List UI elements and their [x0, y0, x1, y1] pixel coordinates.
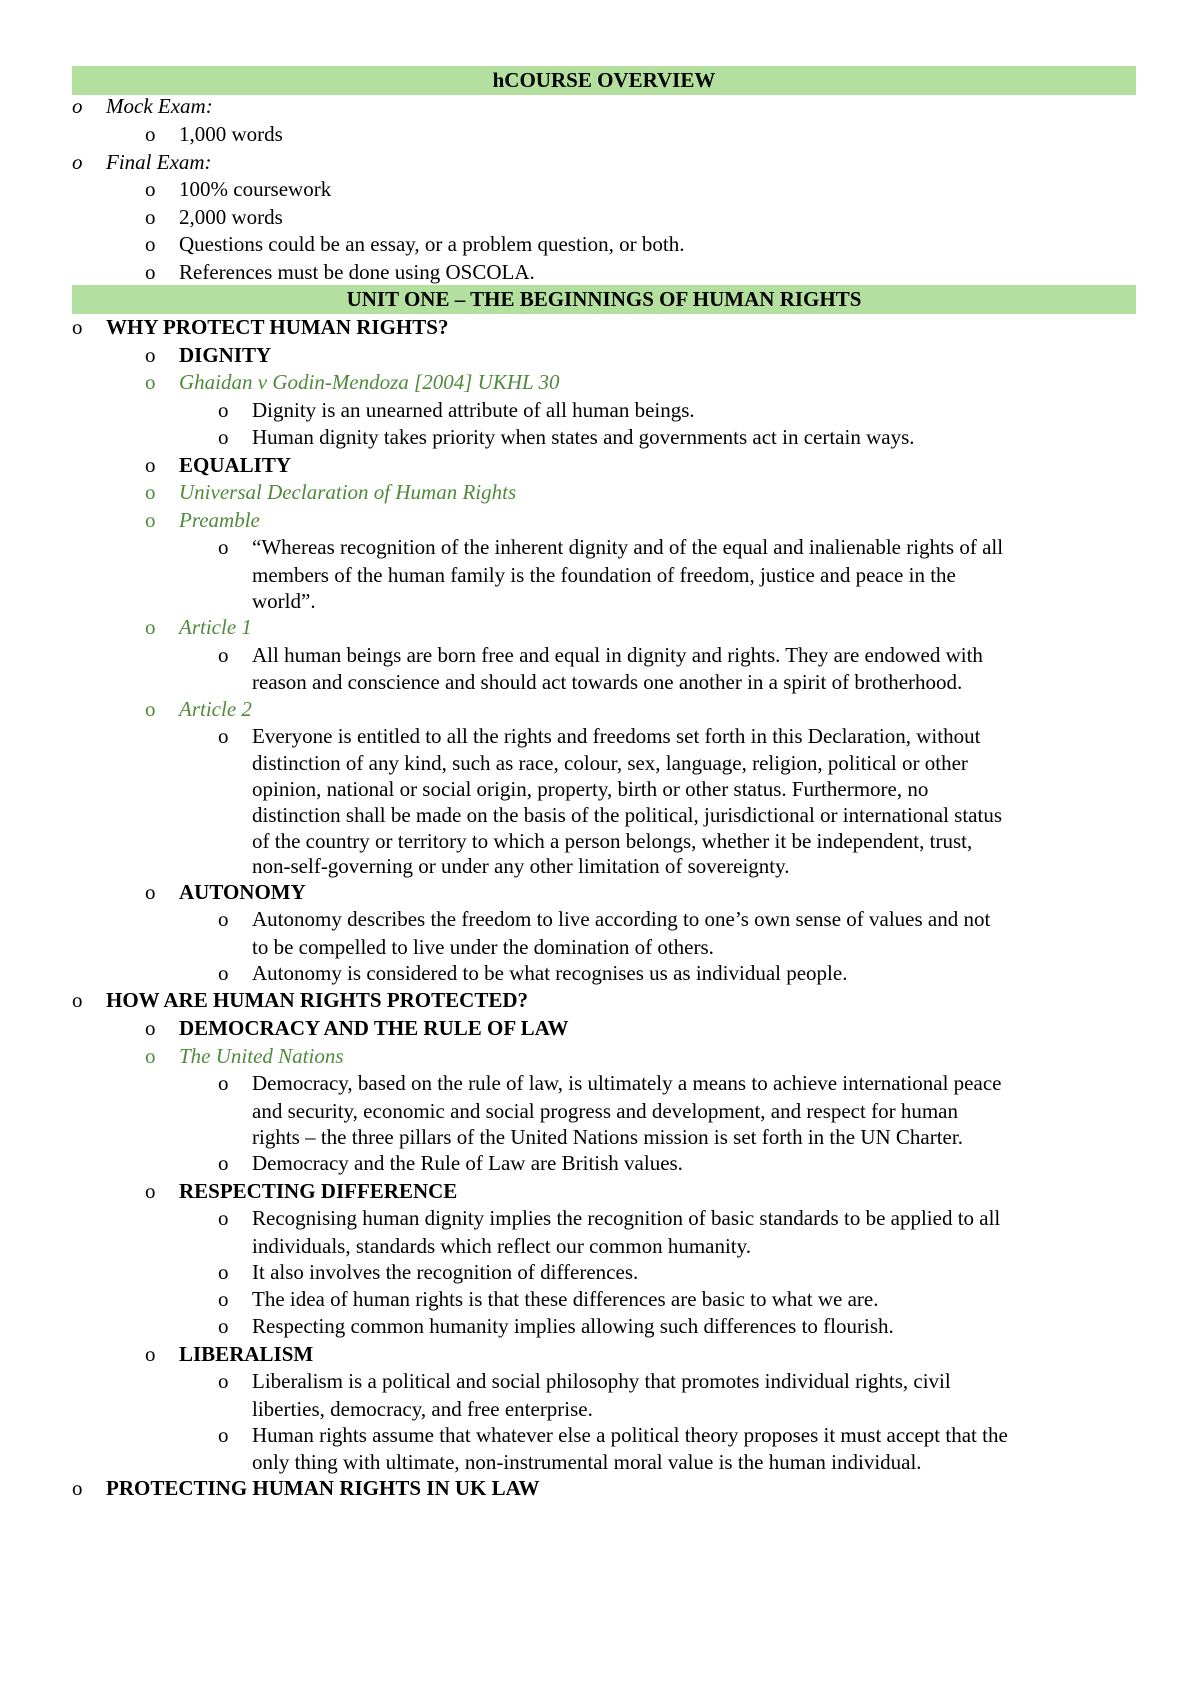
bullet-icon: o	[72, 1476, 83, 1500]
bullet-icon: o	[72, 315, 83, 339]
bullet-icon: o	[145, 1044, 156, 1068]
bullet-icon: o	[145, 1179, 156, 1203]
bullet-icon: o	[72, 150, 83, 174]
bullet-icon: o	[145, 232, 156, 256]
bullet-icon: o	[218, 907, 229, 931]
bullet-icon: o	[218, 1369, 229, 1393]
bullet-icon: o	[218, 398, 229, 422]
bullet-icon: o	[218, 1071, 229, 1095]
text-line: only thing with ultimate, non-instrumental moral value is the human individual.	[252, 1450, 922, 1474]
text-line: world”.	[252, 589, 316, 613]
bullet-icon: o	[218, 724, 229, 748]
course-overview-heading: hCOURSE OVERVIEW	[72, 66, 1136, 95]
bullet-icon: o	[72, 94, 83, 118]
text-line: individuals, standards which reflect our common humanity.	[252, 1234, 752, 1258]
text-line: members of the human family is the foundation of freedom, justice and peace in the	[252, 563, 956, 587]
text-line: of the country or territory to which a person belongs, whether it be independent, trust,	[252, 829, 973, 853]
text-line: distinction of any kind, such as race, colour, sex, language, religion, political or other	[252, 751, 968, 775]
bullet-icon: o	[145, 343, 156, 367]
bullet-icon: o	[145, 260, 156, 284]
bullet-icon: o	[145, 1016, 156, 1040]
text-line: to be compelled to live under the domination of others.	[252, 935, 714, 959]
text-line: distinction shall be made on the basis of the political, jurisdictional or international status	[252, 803, 1003, 827]
bullet-icon: o	[145, 453, 156, 477]
bullet-icon: o	[145, 370, 156, 394]
bullet-icon: o	[218, 1314, 229, 1338]
bullet-icon: o	[145, 697, 156, 721]
document-page: hCOURSE OVERVIEW o Mock Exam: o 1,000 words o Final Exam: o 100% coursework o 2,000 words o Questions could be an essay, or a problem question, or both. o References must be done using OSCOLA. UNIT ONE – THE BEGINNINGS OF HUMAN RIGHTS o WHY PROTECT HUMAN RIGHTS? o DIGNITY o Ghaidan v Godin-Mendoza [2004] UKHL 30 o Dignity is an unearned attribute of all human beings. o Human dignity takes priority when states and governments act in certain ways. o EQUALITY o Universal Declaration of Human Rights o Preamble o “Whereas recognition of the inherent dignity and of the equal and inalienable rights of all members of the human family is the foundation of freedom, justice and peace in the world”. o Article 1 o All human beings are born free and equal in dignity and rights. They are endowed with reason and conscience and should act towards one another in a spirit of brotherhood. o Article 2 o Everyone is entitled to all the rights and freedoms set forth in this Declaration, without distinction of any kind, such as race, colour, sex, language, religion, political or other opinion, national or social origin, property, birth or other status. Furthermore, no distinction shall be made on the basis of the political, jurisdictional or international status of the country or territory to which a person belongs, whether it be independent, trust, non-self-governing or under any other limitation of sovereignty. o AUTONOMY o Autonomy describes the freedom to live according to one’s own sense of values and not to be compelled to live under the domination of others. o Autonomy is considered to be what recognises us as individual people. o HOW ARE HUMAN RIGHTS PROTECTED? o DEMOCRACY AND THE RULE OF LAW o The United Nations o Democracy, based on the rule of law, is ultimately a means to achieve international peace and security, economic and social progress and development, and respect for human rights – the three pillars of the United Nations mission is set forth in the UN Charter. o Democracy and the Rule of Law are British values. o RESPECTING DIFFERENCE o Recognising human dignity implies the recognition of basic standards to be applied to all individuals, standards which reflect our common humanity. o It also involves the recognition of differences. o The idea of human rights is that these differences are basic to what we are. o Respecting common humanity implies allowing such differences to flourish. o LIBERALISM o Liberalism is a political and social philosophy that promotes individual rights, civil liberties, democracy, and free enterprise. o Human rights assume that whatever else a political theory proposes it must accept that the only thing with ultimate, non-instrumental moral value is the human individual. o PROTECTING HUMAN RIGHTS IN UK LAW	[0, 0, 1200, 1696]
bullet-icon: o	[145, 880, 156, 904]
bullet-icon: o	[145, 480, 156, 504]
bullet-icon: o	[72, 988, 83, 1012]
text-line: reason and conscience and should act towards one another in a spirit of brotherhood.	[252, 670, 963, 694]
text-line: opinion, national or social origin, property, birth or other status. Furthermore, no	[252, 777, 929, 801]
bullet-icon: o	[218, 1260, 229, 1284]
final-exam-label: Final Exam:	[106, 150, 212, 174]
bullet-icon: o	[218, 1151, 229, 1175]
bullet-icon: o	[218, 961, 229, 985]
unit-one-heading: UNIT ONE – THE BEGINNINGS OF HUMAN RIGHTS	[72, 285, 1136, 314]
mock-exam-label: Mock Exam:	[106, 94, 213, 118]
bullet-icon: o	[218, 643, 229, 667]
text-line: non-self-governing or under any other limitation of sovereignty.	[252, 854, 790, 878]
bullet-icon: o	[218, 1287, 229, 1311]
bullet-icon: o	[145, 615, 156, 639]
bullet-icon: o	[145, 508, 156, 532]
bullet-icon: o	[145, 205, 156, 229]
text-line: rights – the three pillars of the United Nations mission is set forth in the UN Charter.	[252, 1125, 963, 1149]
text-line: and security, economic and social progress and development, and respect for human	[252, 1099, 958, 1123]
bullet-icon: o	[145, 1342, 156, 1366]
text-line: liberties, democracy, and free enterprise.	[252, 1397, 593, 1421]
bullet-icon: o	[218, 1206, 229, 1230]
bullet-icon: o	[218, 535, 229, 559]
bullet-icon: o	[145, 122, 156, 146]
bullet-icon: o	[218, 1423, 229, 1447]
bullet-icon: o	[145, 177, 156, 201]
bullet-icon: o	[218, 425, 229, 449]
